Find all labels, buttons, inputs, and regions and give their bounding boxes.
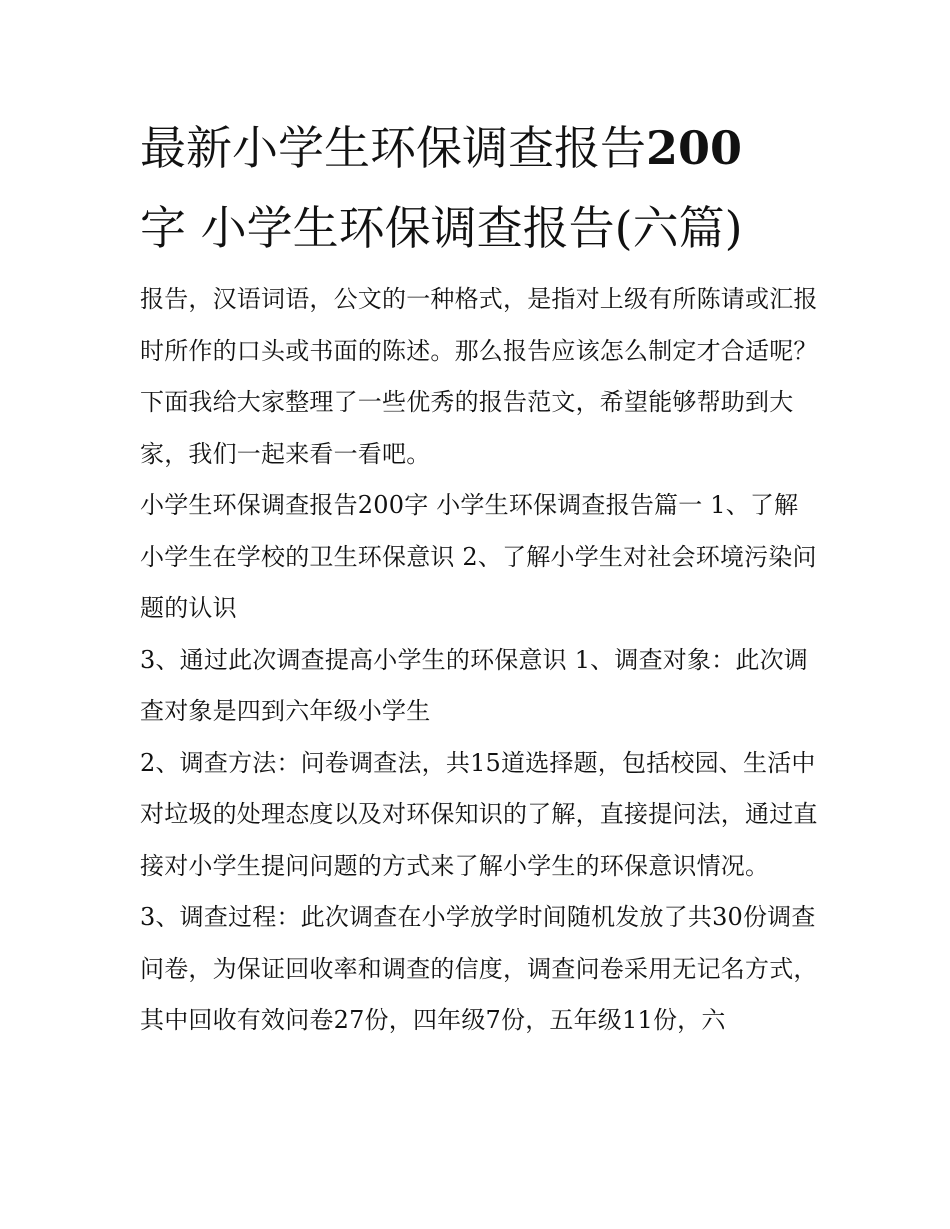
title-text-part1: 最新小学生环保调查报告 [140,121,646,175]
document-title [140,108,820,268]
intro-paragraph: 报告，汉语词语，公文的一种格式，是指对上级有所陈请或汇报时所作的口头或书面的陈述。那么报告应该怎么制定才合适呢？下面我给大家整理了一些优秀的报告范文，希望能够帮助到大家，我们一起来看一看吧。 [140,285,818,468]
document-page [140,108,820,1047]
title-number: 200 [646,121,743,175]
title-text-part2: 字 小学生环保调查报告(六篇) [140,201,743,255]
method-paragraph: 2、调查方法：问卷调查法，共15道选择题，包括校园、生活中对垃圾的处理态度以及对环保知识的了解，直接提问法，通过直接对小学生提问问题的方式来了解小学生的环保意识情况。 [140,748,818,880]
section-one-paragraph: 小学生环保调查报告200字 小学生环保调查报告篇一 1、了解小学生在学校的卫生环保意识 2、了解小学生对社会环境污染问题的认识 [140,491,817,622]
purpose-paragraph: 3、通过此次调查提高小学生的环保意识 1、调查对象：此次调查对象是四到六年级小学生 [140,645,808,725]
process-paragraph: 3、调查过程：此次调查在小学放学时间随机发放了共30份调查问卷，为保证回收率和调查的信度，调查问卷采用无记名方式，其中回收有效问卷27份，四年级7份，五年级11份，六 [140,903,818,1034]
